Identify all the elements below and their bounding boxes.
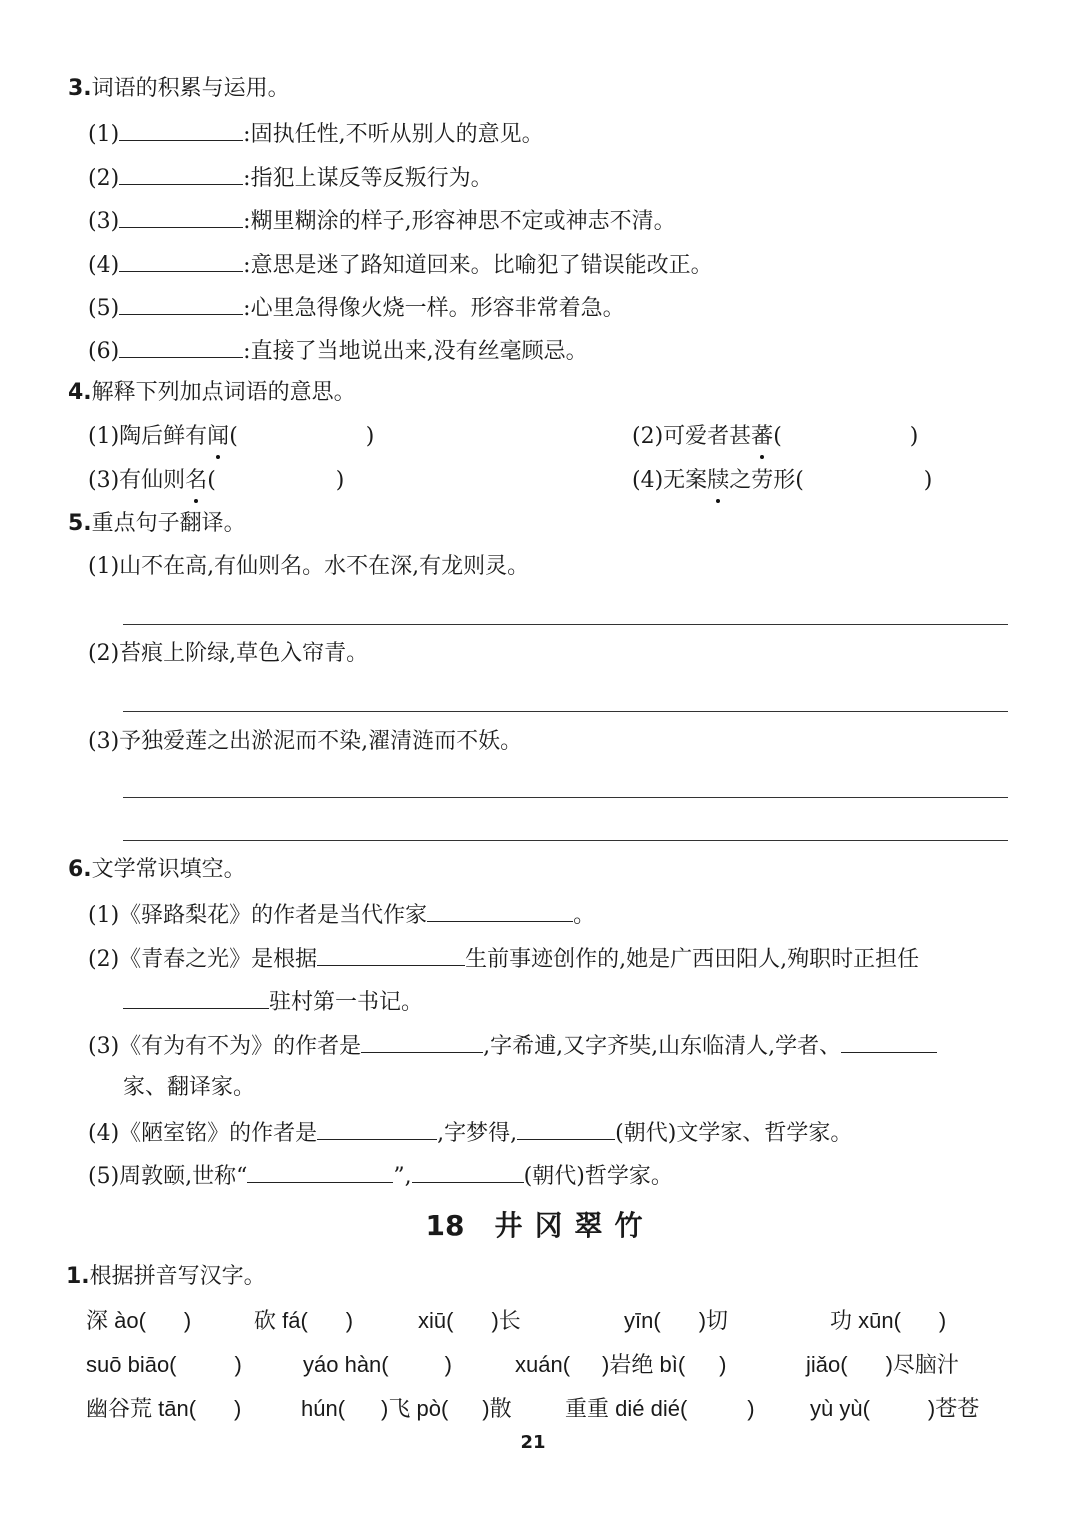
answer-blank[interactable] bbox=[517, 1117, 615, 1140]
q6-text: (1)《驿路梨花》的作者是当代作家 bbox=[88, 903, 428, 928]
lesson-title bbox=[0, 1208, 1080, 1244]
answer-line[interactable] bbox=[123, 711, 1008, 712]
q4-item-text: 之劳形 bbox=[729, 468, 796, 493]
paren-close: ) bbox=[909, 424, 919, 449]
q3-item-text: :直接了当地说出来,没有丝毫顾忌。 bbox=[243, 339, 588, 364]
q3-heading bbox=[68, 74, 290, 104]
q6-text: (4)《陋室铭》的作者是 bbox=[88, 1121, 318, 1146]
answer-line[interactable] bbox=[123, 840, 1008, 841]
pinyin-prompt: yù yù( bbox=[810, 1396, 870, 1421]
q4-item-text: (1)陶后鲜有 bbox=[88, 424, 208, 449]
dotted-word: 闻 bbox=[207, 422, 229, 452]
q5-item-2: (2)苔痕上阶绿,草色入帘青。 bbox=[88, 641, 369, 666]
lesson-number: 18 bbox=[425, 1209, 465, 1242]
answer-blank[interactable] bbox=[841, 1030, 937, 1053]
q6-item-2-cont bbox=[123, 986, 423, 1018]
pinyin-close: ) bbox=[444, 1352, 452, 1377]
pinyin-text: )苍苍 bbox=[927, 1396, 980, 1421]
pinyin-item bbox=[418, 1306, 521, 1336]
answer-blank[interactable] bbox=[412, 1160, 524, 1183]
q4-heading-text: 解释下列加点词语的意思。 bbox=[91, 380, 356, 405]
q4-item-3 bbox=[88, 466, 344, 496]
pinyin-prompt: 重重 dié dié( bbox=[565, 1396, 688, 1421]
pinyin-prompt: yīn( bbox=[624, 1308, 661, 1333]
pinyin-close: ) bbox=[234, 1396, 242, 1421]
q3-item-label: (5) bbox=[88, 296, 120, 321]
dotted-word: 名 bbox=[185, 466, 207, 496]
pinyin-item bbox=[515, 1350, 727, 1380]
pinyin-close: )长 bbox=[491, 1308, 521, 1333]
pinyin-prompt: 深 ào( bbox=[86, 1308, 146, 1333]
paren-open: ( bbox=[773, 424, 782, 449]
q4-item-text: (4)无案 bbox=[632, 468, 708, 493]
pinyin-close: ) bbox=[938, 1308, 947, 1333]
q6-text: ,字梦得, bbox=[437, 1121, 518, 1146]
pinyin-close: ) bbox=[183, 1308, 192, 1333]
answer-line[interactable] bbox=[123, 797, 1008, 798]
pinyin-text: )散 bbox=[482, 1396, 512, 1421]
answer-blank[interactable] bbox=[119, 205, 243, 228]
q6-text: 。 bbox=[573, 903, 596, 928]
answer-line[interactable] bbox=[123, 624, 1008, 625]
answer-blank[interactable] bbox=[317, 943, 465, 966]
pinyin-item bbox=[624, 1306, 728, 1336]
pinyin-prompt: jiǎo( bbox=[806, 1352, 848, 1377]
q3-item-label: (4) bbox=[88, 253, 120, 278]
pinyin-close: ) bbox=[719, 1352, 727, 1377]
q3-item-1 bbox=[88, 118, 544, 150]
pinyin-item bbox=[810, 1394, 979, 1424]
q3-item-label: (2) bbox=[88, 166, 120, 191]
q5-number: 5. bbox=[68, 511, 92, 536]
pinyin-item bbox=[806, 1350, 959, 1380]
paren-open: ( bbox=[207, 468, 216, 493]
answer-blank[interactable] bbox=[123, 986, 269, 1009]
q6-text: (朝代)哲学家。 bbox=[523, 1164, 673, 1189]
answer-blank[interactable] bbox=[361, 1030, 483, 1053]
q3-item-label: (3) bbox=[88, 209, 120, 234]
dotted-word: 牍 bbox=[707, 466, 729, 496]
q3-heading-text: 词语的积累与运用。 bbox=[91, 76, 290, 101]
answer-blank[interactable] bbox=[119, 335, 243, 358]
q3-item-3 bbox=[88, 205, 676, 237]
q3-item-text: :意思是迷了路知道回来。比喻犯了错误能改正。 bbox=[243, 253, 713, 278]
q6-text: ”, bbox=[393, 1164, 412, 1189]
q4-item-4 bbox=[632, 466, 932, 496]
page-number: 21 bbox=[520, 1432, 546, 1453]
pinyin-item bbox=[86, 1306, 191, 1336]
q6-item-5 bbox=[88, 1160, 673, 1192]
answer-blank[interactable] bbox=[427, 899, 573, 922]
q3-item-6 bbox=[88, 335, 588, 367]
q6-text: (5)周敦颐,世称“ bbox=[88, 1164, 248, 1189]
pinyin-item bbox=[303, 1350, 452, 1380]
q6-text: 生前事迹创作的,她是广西田阳人,殉职时正担任 bbox=[465, 947, 920, 972]
pinyin-prompt: xuán( bbox=[515, 1352, 571, 1377]
q3-item-text: :指犯上谋反等反叛行为。 bbox=[243, 166, 493, 191]
answer-blank[interactable] bbox=[119, 118, 243, 141]
q4-number: 4. bbox=[68, 380, 92, 405]
pinyin-item bbox=[254, 1306, 353, 1336]
pinyin-prompt: 功 xūn( bbox=[830, 1308, 901, 1333]
pinyin-close: ) bbox=[747, 1396, 755, 1421]
q6-heading bbox=[68, 855, 246, 885]
dotted-word: 蕃 bbox=[751, 422, 773, 452]
q6-text: 驻村第一书记。 bbox=[269, 990, 424, 1015]
q4-item-1 bbox=[88, 422, 374, 452]
pinyin-close: ) bbox=[345, 1308, 354, 1333]
answer-blank[interactable] bbox=[119, 162, 243, 185]
q3-item-2 bbox=[88, 162, 493, 194]
q4-heading bbox=[68, 378, 356, 408]
pinyin-prompt: yáo hàn( bbox=[303, 1352, 389, 1377]
q3-item-5 bbox=[88, 292, 625, 324]
paren-open: ( bbox=[229, 424, 238, 449]
pinyin-prompt: 砍 fá( bbox=[254, 1308, 308, 1333]
q6-text: (2)《青春之光》是根据 bbox=[88, 947, 318, 972]
pinyin-item bbox=[830, 1306, 946, 1336]
pinyin-item bbox=[86, 1350, 242, 1380]
paren-open: ( bbox=[795, 468, 804, 493]
q6-item-2 bbox=[88, 943, 919, 975]
q6-text: (朝代)文学家、哲学家。 bbox=[615, 1121, 853, 1146]
pinyin-text: )尽脑汁 bbox=[885, 1352, 959, 1377]
q3-item-label: (6) bbox=[88, 339, 120, 364]
pinyin-prompt: xiū( bbox=[418, 1308, 454, 1333]
pinyin-text: )岩绝 bì( bbox=[602, 1352, 686, 1377]
pinyin-item bbox=[565, 1394, 755, 1424]
answer-blank[interactable] bbox=[317, 1117, 437, 1140]
l18q1-number: 1. bbox=[66, 1264, 90, 1289]
pinyin-item bbox=[86, 1394, 241, 1424]
q4-item-text: (2)可爱者甚 bbox=[632, 424, 752, 449]
q6-item-4 bbox=[88, 1117, 852, 1149]
pinyin-close: ) bbox=[234, 1352, 242, 1377]
pinyin-item bbox=[301, 1394, 512, 1424]
answer-blank[interactable] bbox=[119, 249, 243, 272]
l18q1-heading-text: 根据拼音写汉字。 bbox=[89, 1264, 266, 1289]
answer-blank[interactable] bbox=[247, 1160, 393, 1183]
q6-text: ,字希逋,又字齐奘,山东临清人,学者、 bbox=[483, 1034, 842, 1059]
pinyin-text: )飞 pò( bbox=[381, 1396, 449, 1421]
q4-item-2 bbox=[632, 422, 918, 452]
q5-heading-text: 重点句子翻译。 bbox=[91, 511, 246, 536]
pinyin-prompt: 幽谷荒 tān( bbox=[86, 1396, 197, 1421]
q3-item-label: (1) bbox=[88, 122, 120, 147]
l18q1-heading bbox=[66, 1262, 266, 1292]
q6-heading-text: 文学常识填空。 bbox=[91, 857, 246, 882]
q6-item-1 bbox=[88, 899, 595, 931]
pinyin-prompt: suō biāo( bbox=[86, 1352, 177, 1377]
q6-text: (3)《有为有不为》的作者是 bbox=[88, 1034, 362, 1059]
q3-item-text: :心里急得像火烧一样。形容非常着急。 bbox=[243, 296, 625, 321]
lesson-title-text: 井冈翠竹 bbox=[494, 1209, 655, 1242]
pinyin-close: )切 bbox=[698, 1308, 729, 1333]
q5-heading bbox=[68, 509, 246, 539]
q3-item-text: :糊里糊涂的样子,形容神思不定或神志不清。 bbox=[243, 209, 676, 234]
q5-item-3: (3)予独爱莲之出淤泥而不染,濯清涟而不妖。 bbox=[88, 729, 523, 754]
paren-close: ) bbox=[335, 468, 345, 493]
q3-number: 3. bbox=[68, 76, 92, 101]
paren-close: ) bbox=[923, 468, 933, 493]
q3-item-4 bbox=[88, 249, 713, 281]
pinyin-prompt: hún( bbox=[301, 1396, 346, 1421]
q6-number: 6. bbox=[68, 857, 92, 882]
paren-close: ) bbox=[365, 424, 375, 449]
q5-item-1: (1)山不在高,有仙则名。水不在深,有龙则灵。 bbox=[88, 554, 530, 579]
q6-item-3-cont: 家、翻译家。 bbox=[123, 1075, 256, 1100]
answer-blank[interactable] bbox=[119, 292, 243, 315]
q4-item-text: (3)有仙则 bbox=[88, 468, 186, 493]
q3-item-text: :固执任性,不听从别人的意见。 bbox=[243, 122, 544, 147]
q6-item-3 bbox=[88, 1030, 937, 1062]
